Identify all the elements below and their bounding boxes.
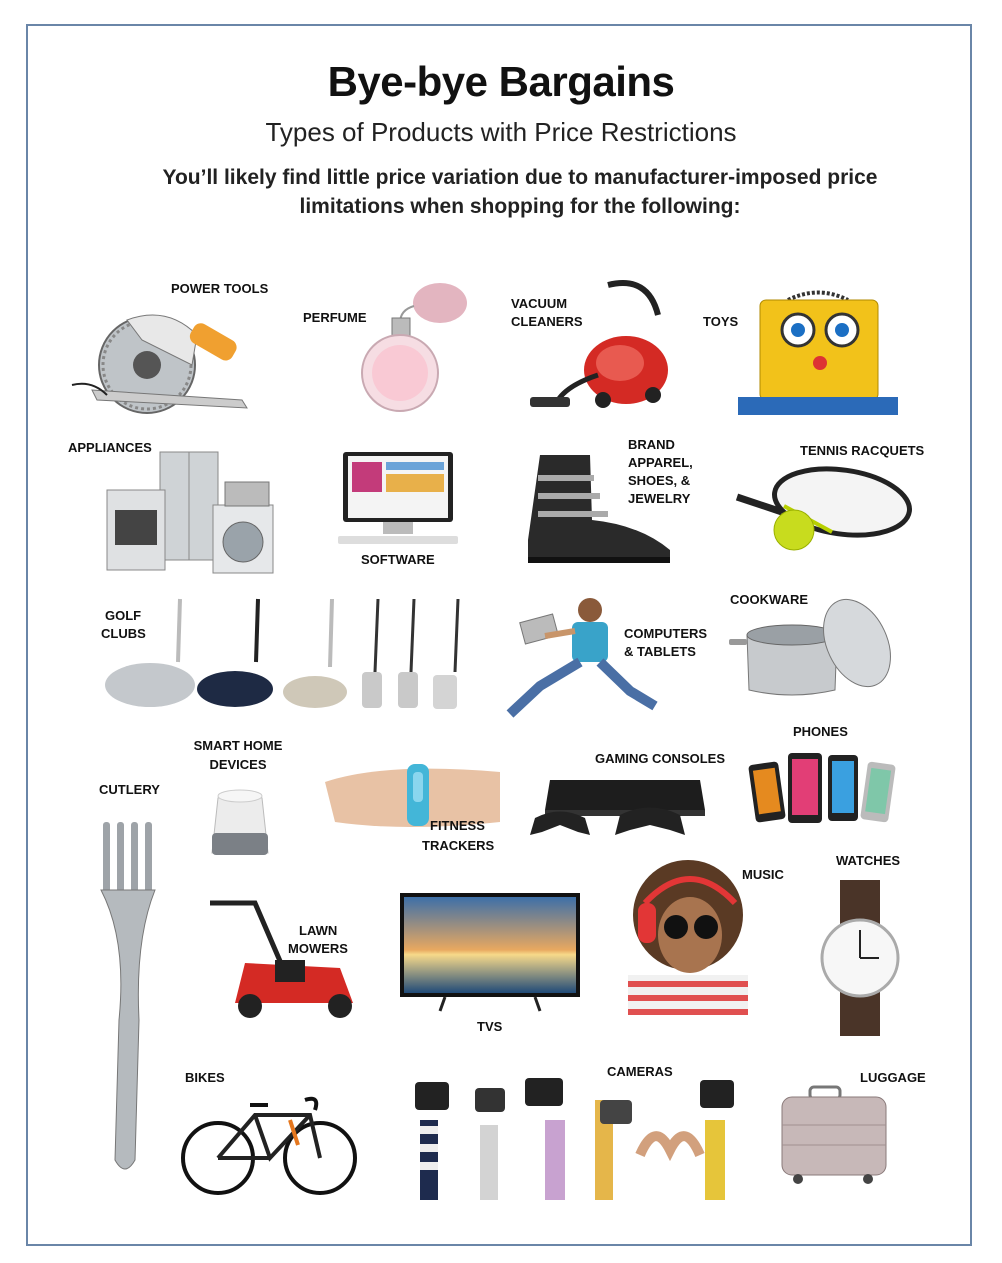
golf-clubs-icon <box>100 597 475 715</box>
label-tvs: TVS <box>477 1019 503 1034</box>
label-watches: WATCHES <box>836 853 901 868</box>
label-golf-1: GOLF <box>105 608 142 623</box>
perfume-bottle-icon <box>340 278 475 413</box>
robot-toy-icon <box>738 285 898 415</box>
label-gaming: GAMING CONSOLES <box>595 751 726 766</box>
label-tennis: TENNIS RACQUETS <box>800 443 925 458</box>
bicycle-icon <box>180 1090 360 1198</box>
tv-icon <box>400 893 582 1017</box>
label-toys: TOYS <box>703 314 739 329</box>
vacuum-cleaner-icon <box>528 275 673 415</box>
label-fitness-1: FITNESS <box>430 818 485 833</box>
label-golf-2: CLUBS <box>101 626 146 641</box>
label-cameras: CAMERAS <box>607 1064 673 1079</box>
label-brand-1: BRAND <box>628 437 675 452</box>
smartphones-icon <box>748 745 898 835</box>
intro-text: You’ll likely find little price variation due to manufacturer-imposed price limitations when shopping for the following: <box>162 166 878 218</box>
fork-icon <box>95 820 163 1180</box>
appliances-icon <box>105 450 275 575</box>
label-smart-home-2: DEVICES <box>209 757 267 772</box>
smart-speaker-icon <box>190 778 290 873</box>
label-lawn-2: MOWERS <box>288 941 348 956</box>
label-phones: PHONES <box>793 724 848 739</box>
page-subtitle: Types of Products with Price Restrictions <box>265 117 737 147</box>
camera-hands-icon <box>405 1060 750 1200</box>
label-appliances: APPLIANCES <box>68 440 152 455</box>
label-vacuum-1: VACUUM <box>511 296 568 311</box>
page-title: Bye-bye Bargains <box>327 58 675 105</box>
tennis-racquet-icon <box>732 462 912 557</box>
game-console-icon <box>530 770 710 840</box>
label-vacuum-2: CLEANERS <box>511 314 583 329</box>
label-music: MUSIC <box>742 867 784 882</box>
label-smart-home-1: SMART HOME <box>193 738 283 753</box>
label-brand-4: JEWELRY <box>628 491 691 506</box>
label-perfume: PERFUME <box>303 310 367 325</box>
computer-monitor-icon <box>318 450 478 550</box>
label-bikes: BIKES <box>185 1070 225 1085</box>
label-cookware: COOKWARE <box>730 592 808 607</box>
label-computers-2: & TABLETS <box>624 644 696 659</box>
label-computers-1: COMPUTERS <box>624 626 708 641</box>
lawn-mower-icon <box>205 898 357 1020</box>
headphones-girl-icon <box>620 855 755 1017</box>
label-brand-3: SHOES, & <box>628 473 691 488</box>
suitcase-icon <box>778 1085 890 1185</box>
label-brand-2: APPAREL, <box>628 455 693 470</box>
label-luggage: LUGGAGE <box>860 1070 926 1085</box>
circular-saw-icon <box>72 300 262 415</box>
label-software: SOFTWARE <box>361 552 435 567</box>
cooking-pot-icon <box>727 595 892 700</box>
wristwatch-icon <box>815 878 905 1038</box>
label-power-tools: POWER TOOLS <box>171 281 269 296</box>
label-fitness-2: TRACKERS <box>422 838 495 853</box>
label-cutlery: CUTLERY <box>99 782 160 797</box>
label-lawn-1: LAWN <box>299 923 338 938</box>
